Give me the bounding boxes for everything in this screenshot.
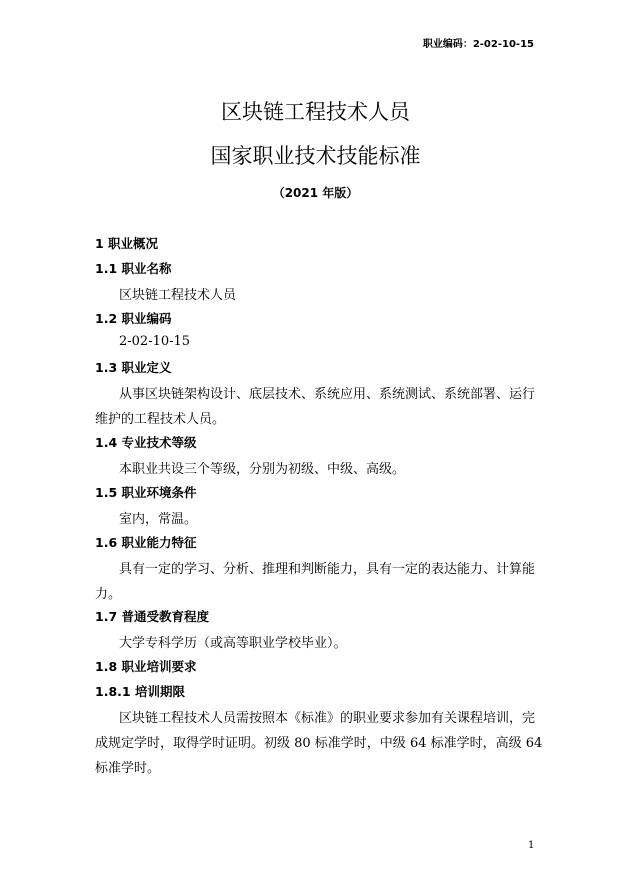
section-heading-1-3: 1.3 职业定义 [95, 360, 172, 375]
document-title: 区块链工程技术人员 [221, 100, 410, 124]
page-number: 1 [528, 840, 535, 851]
section-heading-1-7: 1.7 普通受教育程度 [95, 609, 209, 624]
section-text-1-3-line1: 从事区块链架构设计、底层技术、系统应用、系统测试、系统部署、运行 [119, 387, 536, 402]
section-text-1-4: 本职业共设三个等级，分别为初级、中级、高级。 [119, 462, 406, 477]
edition-label: （2021 年版） [272, 186, 359, 200]
section-text-1-8-1-line1: 区块链工程技术人员需按照本《标准》的职业要求参加有关课程培训，完 [119, 711, 536, 726]
section-text-1-2: 2-02-10-15 [119, 334, 191, 349]
section-text-1-7: 大学专科学历（或高等职业学校毕业）。 [119, 636, 347, 651]
section-heading-1-4: 1.4 专业技术等级 [95, 435, 197, 450]
section-text-1-3-line2: 维护的工程技术人员。 [95, 412, 226, 427]
section-heading-1-8-1: 1.8.1 培训期限 [95, 684, 185, 699]
section-heading-1: 1 职业概况 [95, 236, 159, 251]
section-heading-1-1: 1.1 职业名称 [95, 261, 172, 276]
section-heading-1-8: 1.8 职业培训要求 [95, 659, 197, 674]
section-text-1-6-line2: 力。 [95, 587, 122, 602]
section-text-1-5: 室内，常温。 [119, 512, 198, 527]
occupation-code: 职业编码：2-02-10-15 [422, 39, 534, 50]
section-text-1-6-line1: 具有一定的学习、分析、推理和判断能力，具有一定的表达能力、计算能 [119, 562, 536, 577]
section-heading-1-5: 1.5 职业环境条件 [95, 485, 197, 500]
section-text-1-1: 区块链工程技术人员 [119, 288, 237, 303]
section-heading-1-2: 1.2 职业编码 [95, 311, 172, 326]
section-text-1-8-1-line2: 成规定学时，取得学时证明。初级 80 标准学时，中级 64 标准学时，高级 64 [95, 736, 543, 751]
section-text-1-8-1-line3: 标准学时。 [95, 761, 161, 776]
document-subtitle: 国家职业技术技能标准 [210, 144, 421, 168]
section-heading-1-6: 1.6 职业能力特征 [95, 535, 197, 550]
